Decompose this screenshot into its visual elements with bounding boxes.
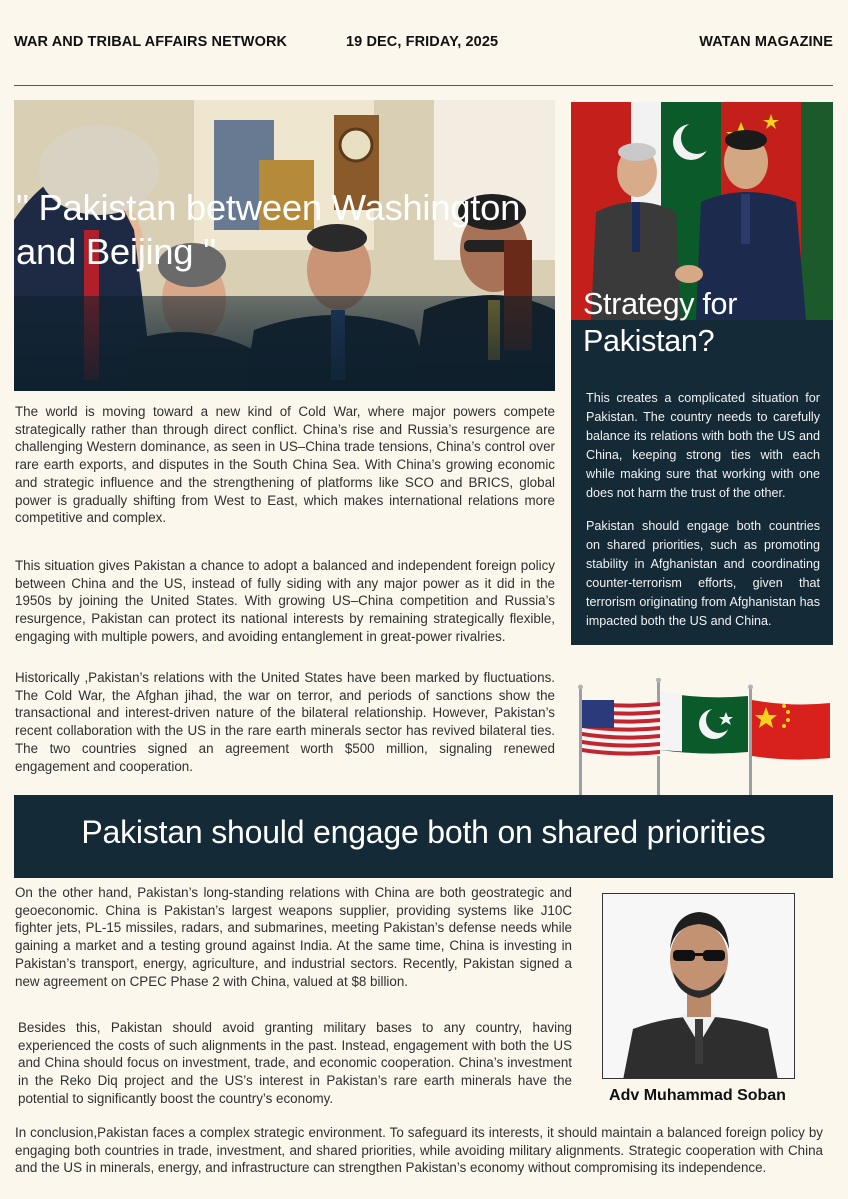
author-name: Adv Muhammad Soban bbox=[609, 1087, 786, 1104]
issue-date: 19 DEC, FRIDAY, 2025 bbox=[346, 34, 499, 50]
headline-overlay bbox=[14, 296, 555, 391]
main-headline: " Pakistan between Washington and Beijing " bbox=[16, 187, 521, 272]
section-heading: Pakistan should engage both on shared priorities bbox=[81, 814, 766, 850]
author-photo bbox=[602, 893, 795, 1079]
sidebar-paragraph-2: Pakistan should engage both countries on shared priorities, such as promoting stability in Afghanistan and coordinating counter-terrorism efforts, given that terrorism originating from Afghanistan has impacted both the US and China. bbox=[586, 519, 820, 628]
flags-image bbox=[573, 678, 835, 796]
sidebar-title: Strategy for Pakistan? bbox=[583, 287, 738, 358]
section-banner bbox=[14, 795, 833, 878]
section-paragraph-1: On the other hand, Pakistan’s long-standing relations with China are both geostrategic and geoeconomic. China is Pakistan’s largest weapons supplier, providing systems like J10C fighter jets, PL-15 missiles, radars, and submarines, meeting Pakistan’s defense needs while gaining a market and a testing ground against India. At the same time, China is investing in Pakistan’s transport, energy, agriculture, and industrial sectors. Recently, Pakistan signed a new agreement on CPEC Phase 2 with China, valued at $8 billion. bbox=[15, 885, 572, 989]
article-paragraph-1: The world is moving toward a new kind of Cold War, where major powers compete strategically rather than through direct conflict. China’s rise and Russia’s resurgence are challenging Western dominance, as seen in US–China trade tensions, China’s control over rare earth exports, and disputes in the South China Sea. With China’s growing economic and strategic influence and the strengthening of platforms like SCO and BRICS, global power is gradually shifting from West to East, which makes international relations more competitive and complex. bbox=[15, 404, 555, 526]
article-paragraph-2: This situation gives Pakistan a chance to adopt a balanced and independent foreign policy between China and the US, instead of fully siding with any major power as it did in the 1950s by joining the United States. With growing US–China competition and Russia’s resurgence, Pakistan can protect its national interests by remaining strategically flexible, engaging with multiple powers, and avoiding entanglement in great-power rivalries. bbox=[15, 558, 555, 644]
conclusion-paragraph: In conclusion,Pakistan faces a complex strategic environment. To safeguard its interests, it should maintain a balanced foreign policy by engaging both countries in trade, investment, and shared priorities, while avoiding military alignments. Strategic cooperation with China and the US in minerals, energy, and infrastructure can strengthen Pakistan’s economy without compromising its independence. bbox=[15, 1125, 823, 1176]
header-divider bbox=[14, 85, 833, 86]
sidebar-paragraph-1: This creates a complicated situation for Pakistan. The country needs to carefully balance its relations with both the US and China, keeping strong ties with each while making sure that working with one does not harm the trust of the other. bbox=[586, 391, 820, 500]
network-name: WAR AND TRIBAL AFFAIRS NETWORK bbox=[14, 34, 288, 50]
article-paragraph-3: Historically ,Pakistan’s relations with the United States have been marked by fluctuations. The Cold War, the Afghan jihad, the war on terror, and periods of sanctions show the transactional and interest-driven nature of the bilateral relationship. However, Pakistan’s recent collaboration with the US in the rare earth minerals sector has revived bilateral ties. The two countries signed an agreement worth $500 million, signaling renewed engagement and cooperation. bbox=[15, 670, 555, 774]
magazine-name: WATAN MAGAZINE bbox=[699, 34, 833, 50]
author-portrait-illustration bbox=[603, 894, 795, 1079]
section-paragraph-2: Besides this, Pakistan should avoid granting military bases to any country, having experienced the costs of such alignments in the past. Instead, engagement with both the US and China should focus on investment, trade, and economic cooperation. China’s investment in the Reko Diq project and the US’s interest in Pakistan’s rare earth minerals have the potential to significantly boost the country’s economy. bbox=[18, 1020, 572, 1106]
us-pakistan-china-flags-icon bbox=[573, 678, 835, 796]
